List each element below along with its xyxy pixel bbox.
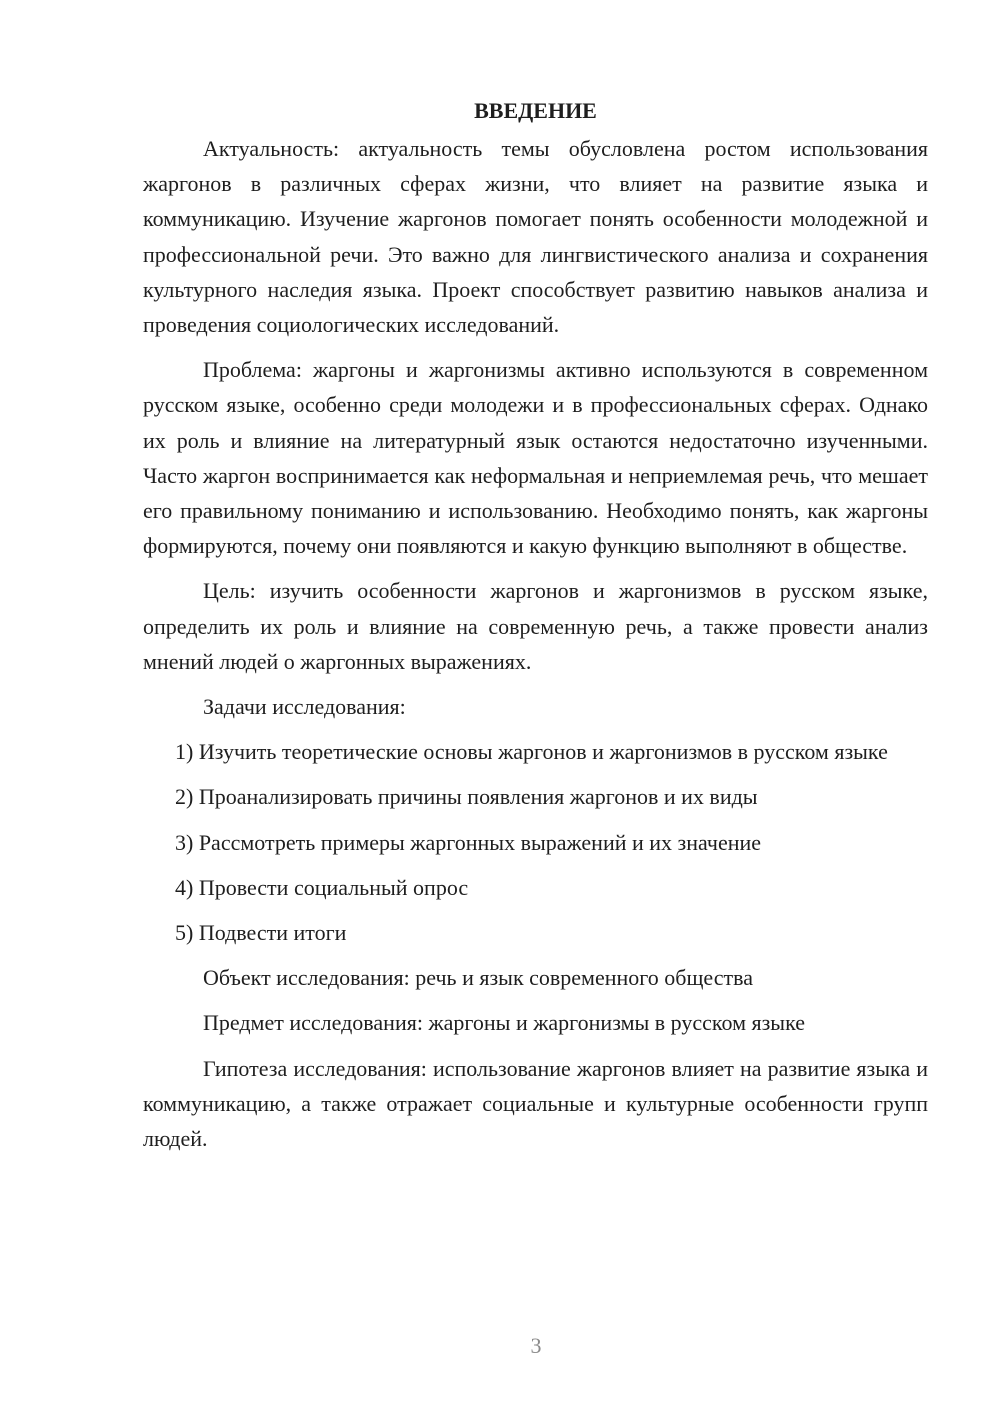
object-paragraph: Объект исследования: речь и язык современного общества xyxy=(203,965,753,991)
task-item-4: 4) Провести социальный опрос xyxy=(175,874,469,900)
task-item-2: 2) Проанализировать причины появления жаргонов и их виды xyxy=(175,784,758,810)
tasks-heading: Задачи исследования: xyxy=(203,694,406,720)
subject-paragraph: Предмет исследования: жаргоны и жаргонизмы в русском языке xyxy=(203,1010,805,1036)
page-title: ВВЕДЕНИЕ xyxy=(474,98,597,123)
relevance-paragraph: Актуальность: актуальность темы обусловлена ростом использования жаргонов в различных сферах жизни, что влияет на развитие языка и коммуникацию. Изучение жаргонов помогает понять особенности молодежной и профессиональной речи. Это важно для лингвистического анализа и сохранения культурного наследия языка. Проект способствует развитию навыков анализа и проведения социологических исследований. xyxy=(143,136,928,338)
page-content xyxy=(143,94,928,1166)
goal-paragraph: Цель: изучить особенности жаргонов и жаргонизмов в русском языке, определить их роль и влияние на современную речь, а также провести анализ мнений людей о жаргонных выражениях. xyxy=(143,578,928,674)
task-item-3: 3) Рассмотреть примеры жаргонных выражений и их значение xyxy=(175,829,762,855)
hypothesis-paragraph: Гипотеза исследования: использование жаргонов влияет на развитие языка и коммуникацию, а также отражает социальные и культурные особенности групп людей. xyxy=(143,1055,928,1152)
page-number: 3 xyxy=(530,1333,542,1358)
problem-paragraph: Проблема: жаргоны и жаргонизмы активно используются в современном русском языке, особенно среди молодежи и в профессиональных сферах. Однако их роль и влияние на литературный язык остаются недостаточно изученными. Часто жаргон воспринимается как неформальная и неприемлемая речь, что мешает его правильному пониманию и использованию. Необходимо понять, как жаргоны формируются, почему они появляются и какую функцию выполняют в обществе. xyxy=(143,357,928,559)
task-item-5: 5) Подвести итоги xyxy=(175,920,347,946)
task-item-1: 1) Изучить теоретические основы жаргонов и жаргонизмов в русском языке xyxy=(175,739,888,765)
